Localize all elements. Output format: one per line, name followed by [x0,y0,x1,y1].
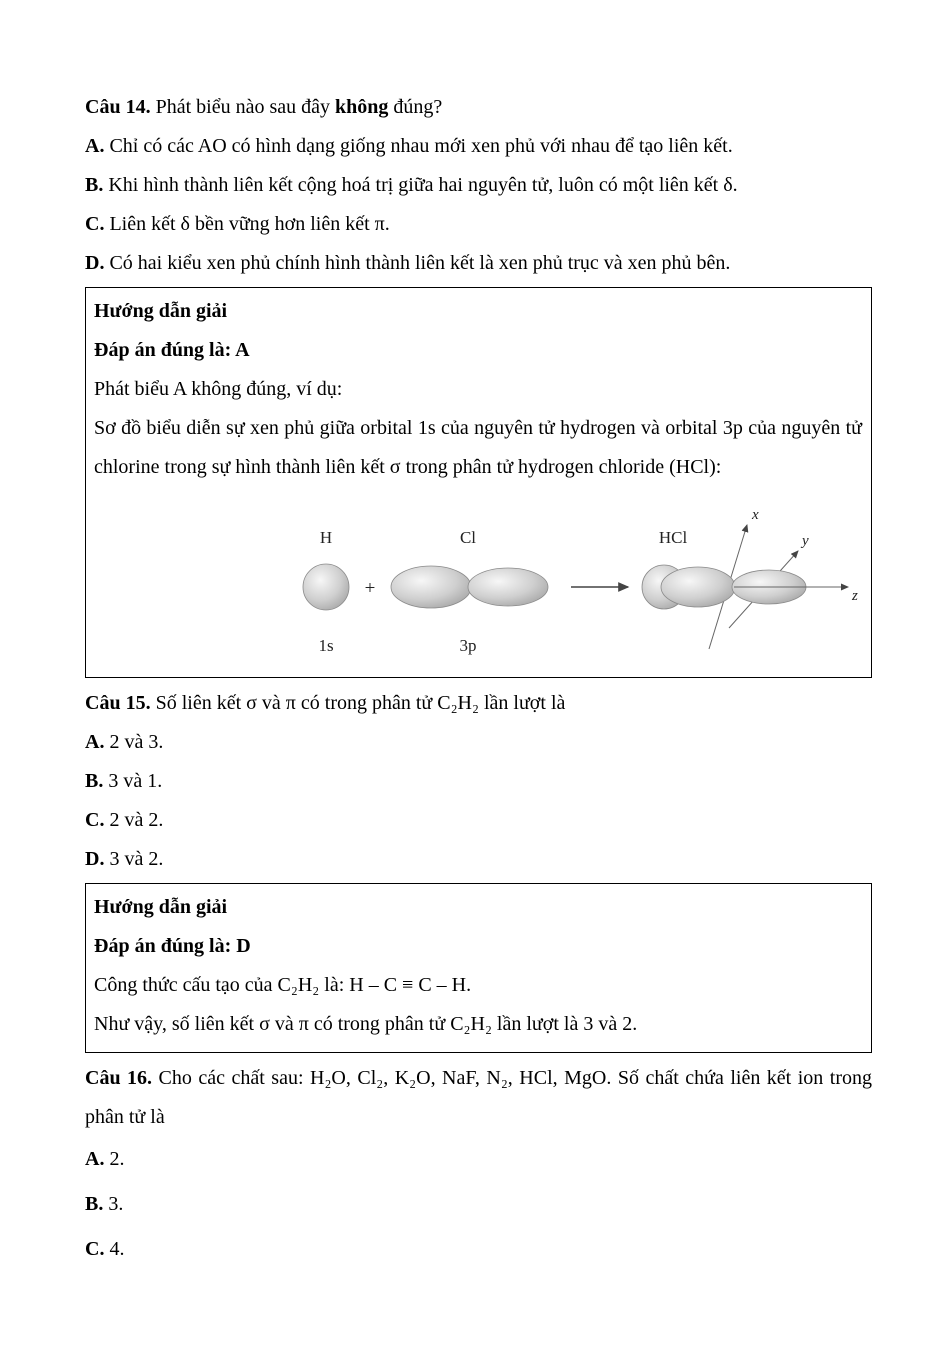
question-16-title: Câu 16. Cho các chất sau: H₂O, Cl₂, K₂O, NaF, N₂, HCl, MgO. Số chất chứa liên kết ion trong phân tử là [85,1067,872,1128]
question-14-number: Câu 14. [85,96,151,118]
solution-paragraph-1: Công thức cấu tạo của C₂H₂ là: H – C ≡ C – H. [94,974,472,996]
question-15-option-a: A. 2 và 3. [85,731,164,753]
question-15-number: Câu 15. [85,692,151,714]
solution-heading: Hướng dẫn giải [94,300,228,322]
p-orbital-left-lobe [391,566,471,608]
question-16-option-c: C. 4. [85,1238,125,1260]
s-orbital-shape [303,564,349,610]
correct-answer-line: Đáp án đúng là: A [94,339,250,361]
question-16-number: Câu 16. [85,1067,153,1089]
solution-paragraph-2: Sơ đồ biểu diễn sự xen phủ giữa orbital 1s của nguyên tử hydrogen và orbital 3p của nguyên tử chlorine trong sự hình thành liên kết σ trong phân tử hydrogen chloride (HCl): [94,417,862,478]
label-1s: 1s [318,636,334,655]
axis-y-label: y [802,533,809,549]
question-16-option-a: A. 2. [85,1148,125,1170]
question-15-option-d: D. 3 và 2. [85,848,164,870]
label-3p: 3p [459,636,477,655]
question-14-option-a: A. Chỉ có các AO có hình dạng giống nhau mới xen phủ với nhau để tạo liên kết. [85,135,733,157]
solution-box-q15 [85,883,872,1053]
question-14-option-b: B. Khi hình thành liên kết cộng hoá trị giữa hai nguyên tử, luôn có một liên kết δ. [85,174,738,196]
question-14-option-d: D. Có hai kiểu xen phủ chính hình thành liên kết là xen phủ trục và xen phủ bên. [85,252,731,274]
question-14-option-c: C. Liên kết δ bền vững hơn liên kết π. [85,213,390,235]
solution-box-q14 [85,287,872,678]
question-15-option-b: B. 3 và 1. [85,770,163,792]
question-16-option-b: B. 3. [85,1193,124,1215]
solution-paragraph-1: Phát biểu A không đúng, ví dụ: [94,378,343,400]
axis-x-label: x [752,507,759,523]
question-15-title: Câu 15. Số liên kết σ và π có trong phân tử C₂H₂ lần lượt là [85,692,566,714]
question-15-option-c: C. 2 và 2. [85,809,164,831]
question-14-title: Câu 14. Phát biểu nào sau đây không đúng? [85,96,443,118]
solution-paragraph-2: Như vậy, số liên kết σ và π có trong phân tử C₂H₂ lần lượt là 3 và 2. [94,1013,638,1035]
hcl-p-left-lobe [661,567,735,607]
axis-z-label: z [852,588,858,604]
orbital-overlap-diagram [186,503,862,667]
question-14-emphasis: không [334,96,389,118]
p-orbital-right-lobe [468,568,548,606]
solution-heading: Hướng dẫn giải [94,896,228,918]
plus-sign: + [364,578,376,599]
label-h: H [319,528,333,547]
orbital-overlap-svg [186,503,876,661]
correct-answer-line: Đáp án đúng là: D [94,935,251,957]
label-cl: Cl [459,528,477,547]
label-hcl: HCl [658,528,688,547]
